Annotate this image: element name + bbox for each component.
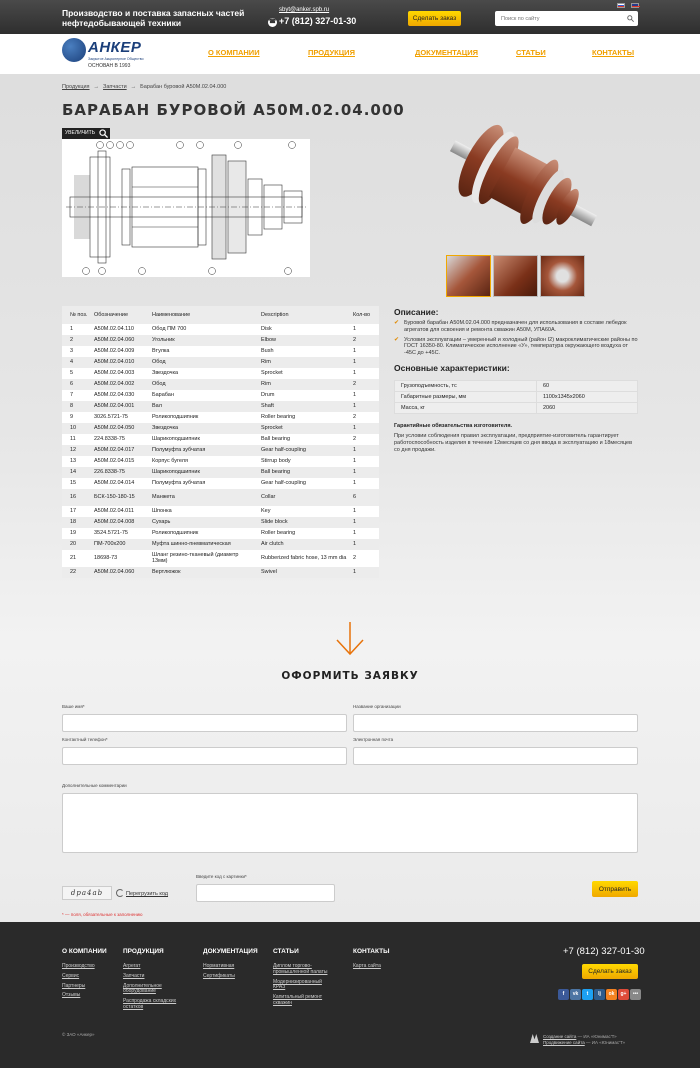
cell-description: Ball bearing	[258, 434, 350, 445]
cell-position: 14	[62, 467, 91, 478]
footer-link[interactable]: Дополнительное оборудование	[123, 982, 162, 995]
cell-quantity: 1	[350, 368, 379, 379]
footer-order-button[interactable]: Сделать заказ	[582, 964, 638, 979]
breadcrumb-separator: →	[93, 84, 100, 90]
captcha-image: dpa4ab	[62, 886, 112, 900]
more-icon[interactable]: •••	[630, 989, 641, 1000]
footer-col-title: СТАТЬИ	[273, 948, 299, 955]
table-row	[62, 324, 379, 335]
table-row	[62, 335, 379, 346]
cell-code: А50М.02.04.003	[91, 368, 149, 379]
cell-position: 11	[62, 434, 91, 445]
main-header	[0, 34, 700, 74]
developer-logo-icon	[530, 1034, 539, 1043]
lang-ru-flag-icon[interactable]	[617, 3, 625, 8]
cell-code: БСК-150-180-15	[91, 489, 149, 506]
footer-col-title: ДОКУМЕНТАЦИЯ	[203, 948, 258, 955]
breadcrumb-parts[interactable]: Запчасти	[103, 84, 127, 90]
org-label: Название организации	[353, 704, 401, 709]
cell-name: Полумуфта зубчатая	[149, 445, 258, 456]
table-row	[62, 517, 379, 528]
dev-create-link[interactable]: Создание сайта	[543, 1034, 577, 1039]
logo-subtitle: Закрытое Акционерное Общество	[88, 57, 144, 61]
cell-name: Шарикоподшипник	[149, 434, 258, 445]
livejournal-icon[interactable]: lj	[594, 989, 605, 1000]
zoom-label: УВЕЛИЧИТЬ	[65, 130, 95, 136]
col-position: № поз.	[62, 306, 91, 324]
cell-position: 2	[62, 335, 91, 346]
social-links	[558, 989, 638, 1002]
footer-link[interactable]: Запчасти	[123, 972, 145, 979]
email-field[interactable]	[353, 747, 638, 765]
cell-quantity: 1	[350, 539, 379, 550]
order-form-heading: ОФОРМИТЬ ЗАЯВКУ	[281, 670, 419, 682]
reload-icon	[116, 889, 124, 897]
footer-col-about	[62, 948, 117, 1003]
cell-position: 12	[62, 445, 91, 456]
table-row	[62, 379, 379, 390]
cell-description: Drum	[258, 390, 350, 401]
cell-quantity: 2	[350, 412, 379, 423]
search-box	[495, 11, 638, 26]
cell-position: 19	[62, 528, 91, 539]
cell-position: 6	[62, 379, 91, 390]
cell-description: Rubberized fabric hose, 13 mm dia	[258, 550, 350, 567]
cell-code: А50М.02.04.014	[91, 478, 149, 489]
cell-position: 20	[62, 539, 91, 550]
footer-phone: +7 (812) 327-01-30	[563, 946, 645, 957]
cell-position: 13	[62, 456, 91, 467]
nav-products[interactable]: ПРОДУКЦИЯ	[308, 48, 355, 57]
cell-name: Манжета	[149, 489, 258, 506]
footer-col-products	[123, 948, 185, 1015]
cell-name: Муфта шинно-пневматическая	[149, 539, 258, 550]
cell-position: 21	[62, 550, 91, 567]
cell-code: А50М.02.04.060	[91, 567, 149, 578]
facebook-icon[interactable]: f	[558, 989, 569, 1000]
description-list	[394, 320, 638, 360]
breadcrumb-current: Барабан буровой А50М.02.04.000	[140, 84, 227, 90]
name-label: Ваше имя*	[62, 704, 85, 709]
thumbnail-1[interactable]	[446, 255, 491, 297]
cell-quantity: 2	[350, 550, 379, 567]
footer-link[interactable]: Агрегат	[123, 963, 141, 969]
zoom-button[interactable]	[62, 128, 110, 139]
cell-code: А50М.02.04.060	[91, 335, 149, 346]
specs-table	[394, 380, 638, 414]
company-logo[interactable]	[62, 38, 162, 70]
cell-quantity: 2	[350, 379, 379, 390]
table-row	[62, 434, 379, 445]
nav-documentation[interactable]: ДОКУМЕНТАЦИЯ	[415, 48, 479, 57]
cell-description: Slide block	[258, 517, 350, 528]
cell-position: 15	[62, 478, 91, 489]
cell-name: Вал	[149, 401, 258, 412]
cell-code: 3026.5721-75	[91, 412, 149, 423]
cell-name: Корпус бугеля	[149, 456, 258, 467]
reload-captcha-label: Перегрузить код	[126, 891, 169, 897]
cell-code: ПМ-700х200	[91, 539, 149, 550]
footer-link[interactable]: Производство	[62, 963, 95, 969]
odnoklassniki-icon[interactable]: ok	[606, 989, 617, 1000]
table-row	[62, 528, 379, 539]
cell-description: Rim	[258, 379, 350, 390]
email-link[interactable]: sbyt@anker.spb.ru	[279, 7, 330, 13]
cell-name: Сухарь	[149, 517, 258, 528]
table-row	[62, 390, 379, 401]
footer-col-title: О КОМПАНИИ	[62, 948, 107, 955]
cell-description: Ball bearing	[258, 467, 350, 478]
page-title: БАРАБАН БУРОВОЙ А50М.02.04.000	[62, 101, 405, 119]
table-row	[62, 346, 379, 357]
cell-code: А50М.02.04.010	[91, 357, 149, 368]
cell-code: 3524.5721-75	[91, 528, 149, 539]
specs-row	[395, 381, 638, 392]
footer-col-title: ПРОДУКЦИЯ	[123, 948, 164, 955]
table-row	[62, 368, 379, 379]
top-bar	[0, 0, 700, 34]
col-code: Обозначение	[91, 306, 149, 324]
table-row	[62, 539, 379, 550]
zoom-icon	[99, 129, 108, 138]
breadcrumb	[62, 84, 226, 90]
search-input[interactable]	[495, 11, 620, 26]
cell-name: Обод	[149, 379, 258, 390]
cell-position: 9	[62, 412, 91, 423]
cell-name: Роликоподшипник	[149, 412, 258, 423]
cell-name: Роликоподшипник	[149, 528, 258, 539]
cell-position: 3	[62, 346, 91, 357]
copyright: © ЗАО «Анкер»	[62, 1032, 95, 1037]
footer-link[interactable]: Партнеры	[62, 982, 86, 989]
cell-description: Key	[258, 506, 350, 517]
description-heading: Описание:	[394, 307, 439, 317]
vkontakte-icon[interactable]: vk	[570, 989, 581, 1000]
cell-quantity: 1	[350, 324, 379, 335]
nav-contacts[interactable]: КОНТАКТЫ	[592, 48, 635, 57]
footer-col-contacts	[353, 948, 413, 974]
cell-name: Вертлюжок	[149, 567, 258, 578]
tagline-line-1: Производство и поставка запасных частей	[62, 8, 245, 18]
cell-quantity: 1	[350, 357, 379, 368]
cell-code: А50М.02.04.008	[91, 517, 149, 528]
cell-quantity: 1	[350, 517, 379, 528]
footer-link[interactable]: Карта сайта	[353, 963, 381, 969]
reload-captcha-link[interactable]	[116, 889, 168, 897]
warranty-heading: Гарантийные обязательства изготовителя.	[394, 423, 513, 429]
footer-link[interactable]: Модернизированный КРАЗ	[273, 978, 322, 991]
cell-code: А50М.02.04.015	[91, 456, 149, 467]
dev-create-text: — ИА «Юнимас'Т»	[576, 1034, 617, 1039]
cell-position: 1	[62, 324, 91, 335]
cell-position: 4	[62, 357, 91, 368]
breadcrumb-separator: →	[130, 84, 137, 90]
nav-about[interactable]: О КОМПАНИИ	[208, 48, 260, 57]
table-row	[62, 456, 379, 467]
required-note: * — поля, обязательные к заполнению	[62, 912, 143, 917]
cell-quantity: 1	[350, 445, 379, 456]
spec-label: Масса, кг	[395, 403, 537, 414]
cell-position: 10	[62, 423, 91, 434]
cell-code: А50М.02.04.110	[91, 324, 149, 335]
cell-description: Swivel	[258, 567, 350, 578]
cell-position: 7	[62, 390, 91, 401]
twitter-icon[interactable]: t	[582, 989, 593, 1000]
cell-code: А50М.02.04.001	[91, 401, 149, 412]
cell-position: 5	[62, 368, 91, 379]
footer-link[interactable]: Диплом торгово-промышленной палаты	[273, 963, 328, 975]
arrow-down-icon	[335, 622, 365, 656]
header-phone	[268, 16, 356, 27]
parts-table	[62, 306, 379, 578]
logo-globe-icon	[62, 38, 86, 62]
cell-quantity: 1	[350, 567, 379, 578]
table-row	[62, 478, 379, 489]
cell-description: Gear half-coupling	[258, 478, 350, 489]
table-row	[62, 423, 379, 434]
cell-quantity: 1	[350, 528, 379, 539]
thumbnail-3[interactable]	[540, 255, 585, 297]
footer-col-title: КОНТАКТЫ	[353, 948, 390, 955]
cell-description: Disk	[258, 324, 350, 335]
cell-quantity: 6	[350, 489, 379, 506]
parts-table-header	[62, 306, 379, 324]
cell-description: Air clutch	[258, 539, 350, 550]
cell-code: А50М.02.04.002	[91, 379, 149, 390]
col-description: Description	[258, 306, 350, 324]
logo-since: ОСНОВАН В 1993	[88, 63, 131, 69]
spec-label: Габаритные размеры, мм	[395, 392, 537, 403]
footer-col-articles	[273, 948, 335, 1011]
cell-code: А50М.02.04.017	[91, 445, 149, 456]
footer-col-documentation	[203, 948, 263, 984]
tagline	[62, 8, 244, 28]
cell-quantity: 1	[350, 456, 379, 467]
email-label: Электронная почта	[353, 737, 394, 742]
footer-link[interactable]: Распродажа складских остатков	[123, 998, 177, 1010]
cell-description: Elbow	[258, 335, 350, 346]
col-quantity: Кол-во	[350, 306, 379, 324]
cell-description: Gear half-coupling	[258, 445, 350, 456]
comment-field[interactable]	[62, 793, 638, 853]
table-row	[62, 357, 379, 368]
cell-description: Sprocket	[258, 423, 350, 434]
header-phone-number: +7 (812) 327-01-30	[279, 16, 357, 26]
captcha-label: Введите код с картинки*	[196, 874, 247, 879]
cell-quantity: 1	[350, 390, 379, 401]
cell-name: Барабан	[149, 390, 258, 401]
cell-name: Звездочка	[149, 423, 258, 434]
submit-button[interactable]: Отправить	[592, 881, 638, 897]
warranty-text: При условии соблюдения правил эксплуатации, предприятие-изготовитель гарантирует работоспособность изделия в течение 12месяцев со дня ввода в эксплуатацию и 18месяцев со дня продажи.	[394, 433, 633, 453]
cell-name: Угольник	[149, 335, 258, 346]
cell-description: Roller bearing	[258, 412, 350, 423]
cell-quantity: 1	[350, 346, 379, 357]
dev-promo-text: — ИА «Юнимас'Т»	[584, 1040, 626, 1045]
cell-name: Полумуфта зубчатая	[149, 478, 258, 489]
footer-link[interactable]: Сервис	[62, 972, 80, 979]
name-field[interactable]	[62, 714, 347, 732]
cell-position: 17	[62, 506, 91, 517]
captcha-field[interactable]	[196, 884, 335, 902]
cell-quantity: 2	[350, 335, 379, 346]
dev-promo-link[interactable]: Продвижение сайта	[543, 1040, 585, 1045]
cell-name: Обод ПМ 700	[149, 324, 258, 335]
cell-description: Shaft	[258, 401, 350, 412]
technical-drawing[interactable]	[62, 139, 310, 277]
lang-en-flag-icon[interactable]	[631, 3, 639, 8]
organization-field[interactable]	[353, 714, 638, 732]
cell-description: Bush	[258, 346, 350, 357]
table-row	[62, 412, 379, 423]
cell-position: 18	[62, 517, 91, 528]
cell-code: А50М.02.04.011	[91, 506, 149, 517]
footer-link[interactable]: Отзывы	[62, 992, 81, 999]
cell-code: А50М.02.04.030	[91, 390, 149, 401]
table-row	[62, 506, 379, 517]
spec-value: 60	[537, 381, 638, 392]
spec-value: 2060	[537, 403, 638, 414]
description-item: ✔ Условия эксплуатации – умеренный и холодный (район I2) макроклиматические районы по ГОСТ 16350-80. Климатическое исполнение «У», температура окружающего воздуха от -45С до +45С.	[394, 337, 638, 357]
cell-position: 16	[62, 489, 91, 506]
description-item: ✔ Буровой барабан А50М.02.04.000 предназначен для использования в составе лебедок агрегатов для освоения и ремонта скважин А50М, УПА60А.	[394, 320, 638, 334]
cell-code: А50М.02.04.009	[91, 346, 149, 357]
cell-name: Обод	[149, 357, 258, 368]
cell-code: 224.8338-75	[91, 434, 149, 445]
cell-code: 226.8338-75	[91, 467, 149, 478]
table-row	[62, 550, 379, 567]
table-row	[62, 567, 379, 578]
table-row	[62, 467, 379, 478]
footer-link[interactable]: Капитальный ремонт скважин	[273, 994, 323, 1006]
cell-quantity: 1	[350, 401, 379, 412]
cell-quantity: 1	[350, 478, 379, 489]
col-name: Наименование	[149, 306, 258, 324]
thumbnail-2[interactable]	[493, 255, 538, 297]
cell-name: Шарикоподшипник	[149, 467, 258, 478]
table-row	[62, 489, 379, 506]
specs-row	[395, 392, 638, 403]
footer	[0, 922, 700, 1068]
cell-description: Sprocket	[258, 368, 350, 379]
nav-articles[interactable]: СТАТЬИ	[516, 48, 546, 57]
cell-name: Звездочка	[149, 368, 258, 379]
cell-name: Шланг резино-тканевый (диаметр 13мм)	[149, 550, 258, 567]
cell-description: Collar	[258, 489, 350, 506]
table-row	[62, 445, 379, 456]
comment-label: Дополнительные комментарии	[62, 783, 127, 788]
phone-label: Контактный телефон*	[62, 737, 108, 742]
cell-name: Втулка	[149, 346, 258, 357]
product-photo[interactable]	[432, 121, 607, 251]
footer-link[interactable]: Нормативная	[203, 963, 235, 969]
specs-heading: Основные характеристики:	[394, 363, 510, 373]
breadcrumb-products[interactable]: Продукция	[62, 84, 90, 90]
cell-quantity: 1	[350, 506, 379, 517]
cell-description: Stirrup body	[258, 456, 350, 467]
developer-credits	[530, 1034, 625, 1046]
order-button[interactable]: Сделать заказ	[408, 11, 461, 26]
cell-code: 18698-73	[91, 550, 149, 567]
cell-description: Rim	[258, 357, 350, 368]
tagline-line-2: нефтедобывающей техники	[62, 18, 182, 28]
spec-label: Грузоподъемность, тс	[395, 381, 537, 392]
cell-quantity: 1	[350, 423, 379, 434]
phone-field[interactable]	[62, 747, 347, 765]
cell-name: Шпонка	[149, 506, 258, 517]
cell-code: А50М.02.04.050	[91, 423, 149, 434]
google-plus-icon[interactable]: g+	[618, 989, 629, 1000]
phone-icon: ☎	[268, 19, 277, 25]
cell-position: 8	[62, 401, 91, 412]
cell-quantity: 2	[350, 434, 379, 445]
spec-value: 1100х1345х2060	[537, 392, 638, 403]
specs-row	[395, 403, 638, 414]
footer-link[interactable]: Сертификаты	[203, 972, 235, 979]
table-row	[62, 401, 379, 412]
cell-quantity: 1	[350, 467, 379, 478]
cell-description: Roller bearing	[258, 528, 350, 539]
logo-name: АНКЕР	[88, 39, 142, 56]
cell-position: 22	[62, 567, 91, 578]
search-icon[interactable]	[627, 15, 634, 22]
